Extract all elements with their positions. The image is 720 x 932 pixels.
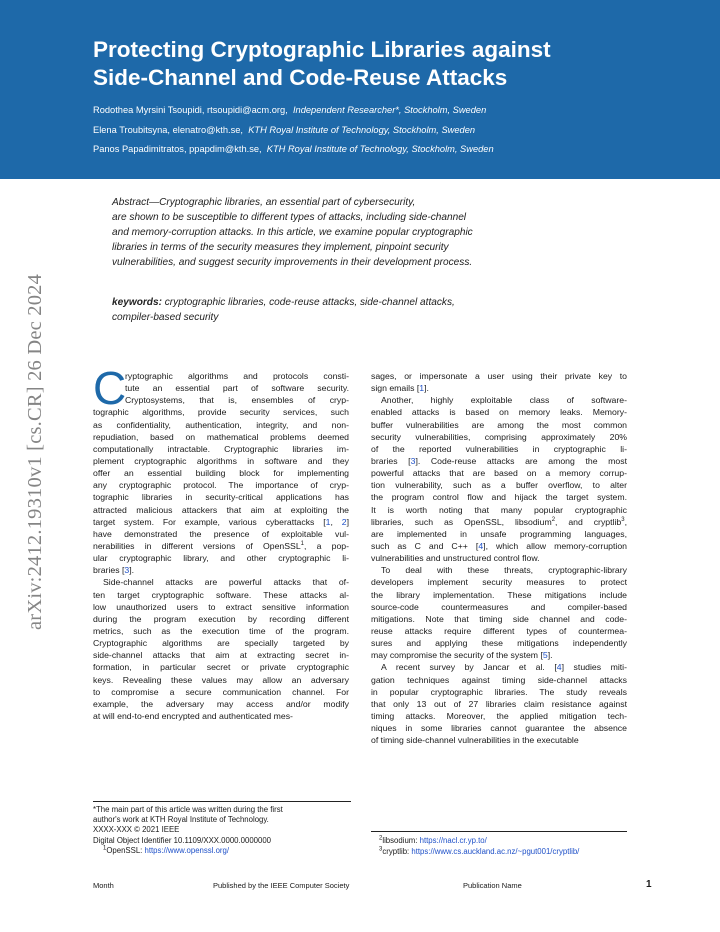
abstract-line: and memory-corruption attacks. In this article, we examine popular cryptographic (112, 226, 473, 238)
body-text-line: sages, or impersonate a user using their private key to (371, 371, 627, 381)
author-2 (93, 121, 693, 141)
footnote-3-label: cryptlib: (382, 847, 410, 856)
footer-month: Month (93, 881, 114, 890)
body-text-line: such as C and C++ [4], which allow memory-corruption (371, 540, 627, 551)
author-2-affiliation: KTH Royal Institute of Technology, Stockholm, Sweden (248, 124, 476, 135)
footnote-star-line-2: author's work at KTH Royal Institute of Technology. (93, 815, 269, 825)
body-text-line: to compromise a secure communication channel. For (93, 686, 349, 697)
abstract-line: Abstract—Cryptographic libraries, an essential part of cybersecurity, (112, 197, 416, 208)
left-column (93, 362, 350, 722)
libsodium-link[interactable]: https://nacl.cr.yp.to/ (419, 836, 487, 845)
body-text-line: are implemented in unsafe programming languages, (371, 528, 627, 539)
body-text-line: braries [3]. Code-reuse attacks are among the most (371, 455, 627, 466)
author-3-affiliation: KTH Royal Institute of Technology, Stockholm, Sweden (266, 144, 494, 154)
body-text-line: vulnerabilities and unstructured control flow. (371, 553, 540, 564)
body-text-line: tographic libraries in security-critical applications has (93, 492, 349, 503)
body-text-line: computationally intractable. Cryptographic libraries im- (93, 443, 349, 454)
body-text-line: To deal with these threats, cryptographic-library (381, 565, 627, 576)
body-text-line: gation techniques against timing side-channel attacks (371, 674, 627, 685)
body-text-line: example, the adversary may access and/or modify (93, 698, 349, 709)
title-line-1: Protecting Cryptographic Libraries against (93, 37, 551, 62)
body-text-line: buffer vulnerabilities are among the most common (371, 419, 627, 430)
author-2-name: Elena Troubitsyna, elenatro@kth.se, (93, 124, 244, 135)
body-text-line: enabled attacks is based on memory leaks. Memory- (371, 407, 627, 418)
author-1 (93, 101, 693, 121)
body-text-line: offer an essential building block for implementing (93, 468, 349, 479)
body-text-line: source-code countermeasures and compiler-based (371, 601, 627, 612)
body-text-line: during the program execution by recording different (93, 613, 349, 624)
footnote-star-line-1: *The main part of this article was written during the first (93, 805, 283, 814)
author-1-affiliation: Independent Researcher*, Stockholm, Sweden (292, 105, 487, 115)
footnotes-left (93, 805, 353, 856)
body-text-line: braries [3]. (93, 565, 135, 576)
paper-title (93, 36, 693, 92)
title-banner (0, 0, 720, 179)
body-text-line: ryptographic algorithms and protocols consti- (125, 371, 349, 381)
body-text-line: sures and applying these mitigations independently (371, 638, 627, 649)
abstract-line: are shown to be susceptible to different types of attacks, including side-channel (112, 211, 467, 223)
body-text-line: as confidentiality, authentication, integrity, and non- (93, 419, 349, 430)
keywords (112, 296, 552, 326)
footnote-rule-right (371, 831, 627, 832)
openssl-link[interactable]: https://www.openssl.org/ (144, 845, 230, 855)
body-text-line: tographic algorithms, provide security services, such (93, 407, 349, 418)
footnote-rule-left (93, 801, 351, 802)
body-text-line: Side-channel attacks are powerful attacks that of- (103, 577, 349, 588)
footnote-1: $^1$OpenSSL: https://www.openssl.org/ (103, 845, 230, 855)
body-text-line: A recent survey by Jancar et al. [4] studies miti- (381, 662, 628, 673)
abstract-line: libraries in terms of the security measures they implement, pinpoint security (112, 241, 449, 253)
page-number: 1 (646, 879, 652, 890)
cryptlib-link[interactable]: https://www.cs.auckland.ac.nz/~pgut001/cryptlib/ (411, 847, 580, 856)
author-3-name: Panos Papadimitratos, ppapdim@kth.se, (93, 144, 262, 154)
body-text-line: low unauthorized users to extract sensitive information (93, 601, 349, 612)
author-3 (93, 140, 693, 160)
body-text-line: plement cryptographic algorithms in software and they (93, 455, 349, 466)
body-text-line: ular cryptographic library, and other cryptographic li- (93, 553, 349, 564)
footer-publication: Publication Name (463, 881, 522, 890)
body-text-line: the library implementation. These mitigations include (371, 589, 627, 600)
arxiv-stamp: arXiv:2412.19310v1 [cs.CR] 26 Dec 2024 (24, 273, 46, 630)
footnote-3: $^3$cryptlib: https://www.cs.auckland.ac.nz/~pgut001/cryptlib/ (379, 846, 580, 856)
body-text-line: Another, highly exploitable class of software- (381, 395, 627, 406)
keywords-label: keywords: (112, 297, 162, 308)
body-text-line: formation, in particular secret or private cryptographic (93, 662, 349, 673)
body-text-line: reuse attacks require different types of countermea- (371, 625, 627, 636)
body-text-line: that only 13 out of 27 libraries claim resistance against (371, 698, 627, 709)
body-text-line: libraries, such as OpenSSL, libsodium$^2$, and cryptlib$^3$, (371, 516, 627, 527)
footer-publisher: Published by the IEEE Computer Society (213, 881, 350, 890)
abstract-line: vulnerabilities, and suggest security improvements in their development process. (112, 256, 473, 268)
drop-cap: C (93, 362, 127, 414)
body-text-line: Cryptographic algorithms are specially targeted by (93, 638, 349, 649)
keywords-line-2: compiler-based security (112, 311, 219, 323)
body-text-line: developers implement security measures to protect (371, 577, 627, 588)
keywords-line-1: cryptographic libraries, code-reuse attacks, side-channel attacks, (164, 297, 455, 308)
body-text-line: nerabilities in different versions of OpenSSL$^1$, a pop- (93, 540, 349, 551)
body-text-line: in popular cryptographic libraries. The study reveals (371, 686, 627, 697)
body-text-line: niques in some libraries cannot guarantee the absence (371, 723, 627, 734)
body-text-line: sign emails [1]. (371, 383, 429, 394)
body-text-line: timing attacks. Moreover, the applied mitigation tech- (371, 710, 627, 721)
body-text-line: keys. Revealing these values may allow an adversary (93, 674, 349, 685)
body-text-line: metrics, such as the execution time of the program. (93, 625, 349, 636)
body-text-line: tute an essential part of software security. (125, 383, 349, 394)
body-text-line: security vulnerabilities, comprising approximately 20% (371, 431, 627, 442)
body-text-line: the program control flow and hijack the target system. (371, 492, 627, 503)
copyright: XXXX-XXX © 2021 IEEE (93, 825, 180, 835)
footnotes-right (371, 835, 651, 857)
body-text-line: of timing side-channel vulnerabilities in the executable (371, 735, 579, 746)
body-text-line: at will end-to-end encrypted and authenticated mes- (93, 710, 293, 721)
body-text-line: Cryptosystems, that is, ensembles of cryp- (125, 395, 349, 406)
footnote-2-label: libsodium: (382, 836, 418, 845)
body-text-line: attracted malicious attackers that aim at exploiting the (93, 504, 349, 515)
body-text-line: It is worth noting that many popular cryptographic (371, 504, 627, 515)
body-text-line: of the reported vulnerabilities in cryptographic li- (371, 443, 627, 454)
body-text-line: powerful attacks that are based on a memory corrup- (371, 468, 627, 479)
body-text-line: repudiation, based on mathematical problems deemed (93, 431, 349, 442)
body-text-line: any cryptographic protocol. The importance of cryp- (93, 480, 349, 491)
body-text-line: ten target cryptographic software. These attacks al- (93, 589, 349, 600)
abstract (112, 196, 552, 271)
author-1-name: Rodothea Myrsini Tsoupidi, rtsoupidi@acm.org, (93, 105, 288, 115)
author-list (93, 101, 693, 160)
body-text-line: mitigations. Note that timing side channel and code- (371, 613, 627, 624)
footnote-2: $^2$libsodium: https://nacl.cr.yp.to/ (379, 835, 487, 845)
body-text-line: side-channel attacks that aim at extracting secret in- (93, 650, 349, 661)
body-text-line: have demonstrated the presence of exploitable vul- (93, 528, 349, 539)
doi: Digital Object Identifier 10.1109/XXX.0000.0000000 (93, 835, 272, 845)
footnote-1-label: OpenSSL: (106, 845, 143, 855)
title-line-2: Side-Channel and Code-Reuse Attacks (93, 65, 508, 90)
body-text-line: target system. For example, various cyberattacks [1, 2] (93, 516, 350, 527)
right-column (371, 370, 627, 746)
body-text-line: may compromise the security of the system [5]. (371, 650, 553, 661)
body-text-line: tion vulnerability, such as a buffer overflow, to alter (371, 480, 627, 491)
